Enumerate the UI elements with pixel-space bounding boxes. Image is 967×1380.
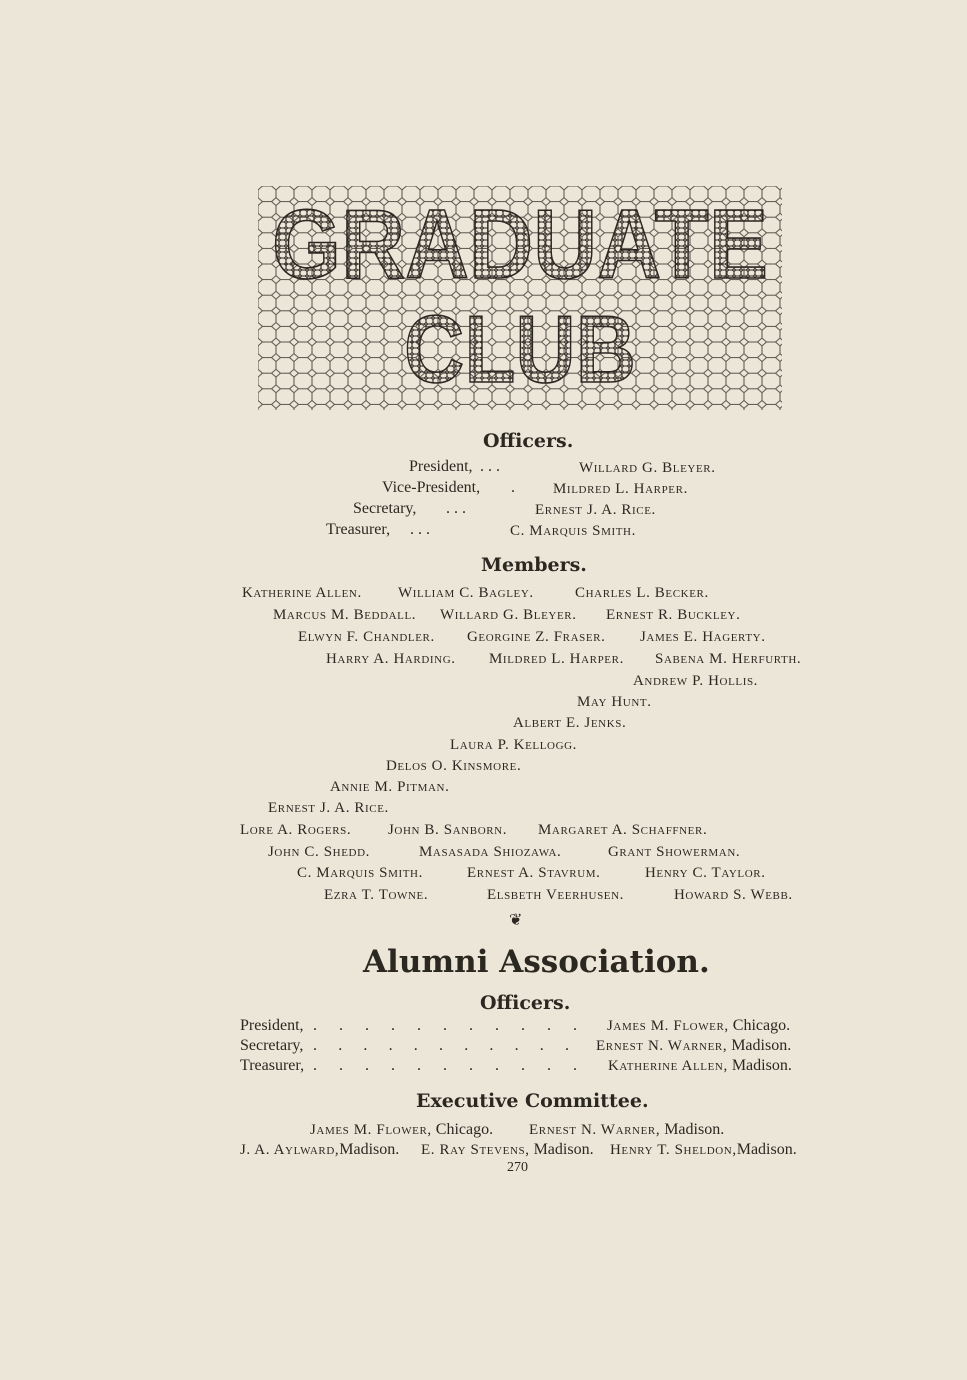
page-number: 270: [507, 1160, 528, 1175]
club-officer-dots: . . .: [480, 458, 500, 475]
banner-line2: CLUB: [404, 296, 636, 403]
club-officer-name: Ernest J. A. Rice.: [535, 502, 656, 518]
alumni-officer-entry: [607, 1017, 790, 1035]
alumni-officer-role: Secretary,: [240, 1037, 304, 1054]
member-name: James E. Hagerty.: [640, 629, 766, 645]
club-officer-role: President,: [409, 458, 473, 475]
alumni-officer-entry: [596, 1037, 791, 1055]
floral-ornament-icon: ❦: [509, 910, 523, 929]
club-officer-dots: . . .: [446, 500, 466, 517]
committee-member-name: James M. Flower,: [310, 1122, 432, 1138]
alumni-officer-place: Madison.: [731, 1057, 792, 1074]
alumni-officer-dots: . . . . . . . . . . .: [313, 1017, 586, 1034]
member-name: Georgine Z. Fraser.: [467, 629, 606, 645]
alumni-officer-role: Treasurer,: [240, 1057, 305, 1074]
alumni-officer-name: Katherine Allen,: [608, 1058, 728, 1074]
member-name: Elwyn F. Chandler.: [298, 629, 435, 645]
alumni-officer-name: Ernest N. Warner,: [596, 1038, 728, 1054]
alumni-officers-heading: Officers.: [480, 992, 571, 1014]
members-heading: Members.: [481, 554, 587, 576]
club-officer-role: Secretary,: [353, 500, 417, 517]
committee-member-place: Madison.: [533, 1141, 594, 1158]
member-name: Harry A. Harding.: [326, 651, 456, 667]
alumni-officer-dots: . . . . . . . . . . .: [313, 1057, 586, 1074]
member-name: Delos O. Kinsmore.: [386, 758, 522, 774]
alumni-officer-entry: [608, 1057, 792, 1075]
committee-member: [310, 1121, 493, 1139]
member-name: John C. Shedd.: [268, 844, 370, 860]
member-name: William C. Bagley.: [398, 585, 534, 601]
committee-member-name: E. Ray Stevens,: [421, 1142, 530, 1158]
club-officer-role: Vice-President,: [382, 479, 481, 496]
committee-member: [610, 1141, 797, 1159]
club-officer-role: Treasurer,: [326, 521, 391, 538]
member-name: Katherine Allen.: [242, 585, 362, 601]
committee-member-name: Henry T. Sheldon,: [610, 1142, 737, 1158]
committee-member-place: Madison.: [664, 1121, 725, 1138]
club-officer-name: Mildred L. Harper.: [553, 481, 688, 497]
committee-member-place: Chicago.: [435, 1121, 494, 1138]
member-name: Annie M. Pitman.: [330, 779, 450, 795]
committee-member-place: Madison.: [736, 1141, 797, 1158]
member-name: Laura P. Kellogg.: [450, 737, 578, 753]
committee-member: [421, 1141, 594, 1159]
member-name: Willard G. Bleyer.: [440, 607, 577, 623]
member-name: Marcus M. Beddall.: [273, 607, 417, 623]
alumni-officer-role: President,: [240, 1017, 304, 1034]
club-officer-dots: . . .: [410, 521, 430, 538]
member-name: Ernest J. A. Rice.: [268, 800, 389, 816]
member-name: May Hunt.: [577, 694, 652, 710]
graduate-club-banner: [258, 186, 782, 410]
committee-member: [240, 1141, 399, 1159]
committee-heading: Executive Committee.: [416, 1090, 649, 1112]
banner-line1: GRADUATE: [272, 189, 768, 299]
club-officer-name: Willard G. Bleyer.: [579, 460, 716, 476]
club-officer-dots: .: [511, 479, 515, 496]
member-name: John B. Sanborn.: [388, 822, 508, 838]
alumni-officer-dots: . . . . . . . . . . .: [313, 1037, 578, 1054]
committee-member-place: Madison.: [339, 1141, 400, 1158]
member-name: Masasada Shiozawa.: [419, 844, 562, 860]
alumni-officer-name: James M. Flower,: [607, 1018, 729, 1034]
member-name: Howard S. Webb.: [674, 887, 793, 903]
alumni-officer-place: Chicago.: [732, 1017, 791, 1034]
member-name: Charles L. Becker.: [575, 585, 709, 601]
committee-member: [529, 1121, 724, 1139]
club-officer-name: C. Marquis Smith.: [510, 523, 636, 539]
member-name: Sabena M. Herfurth.: [655, 651, 802, 667]
alumni-title: Alumni Association.: [363, 944, 710, 980]
committee-member-name: Ernest N. Warner,: [529, 1122, 661, 1138]
member-name: Lore A. Rogers.: [240, 822, 352, 838]
club-officers-heading: Officers.: [483, 430, 574, 452]
member-name: Grant Showerman.: [608, 844, 741, 860]
member-name: Mildred L. Harper.: [489, 651, 624, 667]
committee-member-name: J. A. Aylward,: [240, 1142, 340, 1158]
member-name: Elsbeth Veerhusen.: [487, 887, 625, 903]
alumni-officer-place: Madison.: [731, 1037, 792, 1054]
member-name: Ernest A. Stavrum.: [467, 865, 601, 881]
member-name: Albert E. Jenks.: [513, 715, 627, 731]
member-name: Ezra T. Towne.: [324, 887, 429, 903]
member-name: Margaret A. Schaffner.: [538, 822, 708, 838]
member-name: C. Marquis Smith.: [297, 865, 423, 881]
member-name: Andrew P. Hollis.: [633, 673, 759, 689]
member-name: Ernest R. Buckley.: [606, 607, 741, 623]
member-name: Henry C. Taylor.: [645, 865, 766, 881]
